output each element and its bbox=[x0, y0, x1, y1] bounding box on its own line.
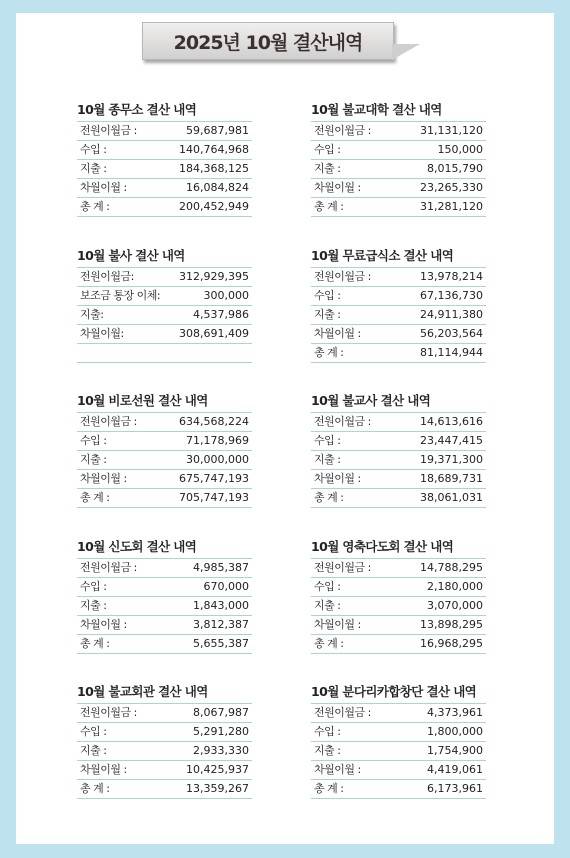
row-value: 2,180,000 bbox=[427, 580, 483, 593]
section-title: 10월 분다리카합창단 결산 내역 bbox=[311, 684, 477, 699]
row-label: 수입 : bbox=[314, 289, 341, 302]
section-title: 10월 비로선원 결산 내역 bbox=[77, 393, 208, 408]
row-label: 총 계 : bbox=[80, 637, 110, 650]
row-value: 56,203,564 bbox=[420, 327, 483, 340]
row-value: 634,568,224 bbox=[179, 415, 249, 428]
row-label: 전원이월금 : bbox=[314, 706, 371, 719]
table-row bbox=[77, 179, 252, 198]
table-row bbox=[77, 635, 252, 654]
row-value: 8,067,987 bbox=[193, 706, 249, 719]
row-label: 수입 : bbox=[314, 434, 341, 447]
row-label: 지출 : bbox=[80, 162, 107, 175]
table-row bbox=[311, 306, 486, 325]
row-value: 8,015,790 bbox=[427, 162, 483, 175]
row-value: 300,000 bbox=[203, 289, 249, 302]
table-row bbox=[77, 306, 252, 325]
table-row bbox=[311, 432, 486, 451]
table-row bbox=[311, 470, 486, 489]
row-value: 675,747,193 bbox=[179, 472, 249, 485]
section-title: 10월 무료급식소 결산 내역 bbox=[311, 248, 454, 263]
row-value: 81,114,944 bbox=[420, 346, 483, 359]
table-row bbox=[77, 122, 252, 141]
table-row bbox=[77, 761, 252, 780]
row-value: 16,084,824 bbox=[186, 181, 249, 194]
row-value: 31,281,120 bbox=[420, 200, 483, 213]
row-label: 지출: bbox=[80, 308, 104, 321]
row-label: 수입 : bbox=[314, 143, 341, 156]
row-value: 67,136,730 bbox=[420, 289, 483, 302]
table-row bbox=[77, 432, 252, 451]
row-value: 13,978,214 bbox=[420, 270, 483, 283]
row-value: 13,898,295 bbox=[420, 618, 483, 631]
table-row bbox=[311, 179, 486, 198]
row-label: 수입 : bbox=[80, 143, 107, 156]
row-label: 차월이월 : bbox=[80, 472, 127, 485]
row-value: 23,265,330 bbox=[420, 181, 483, 194]
row-label: 전원이월금 : bbox=[314, 270, 371, 283]
table-row bbox=[77, 616, 252, 635]
table-row bbox=[311, 742, 486, 761]
section-bulsa bbox=[77, 247, 252, 363]
row-label: 보조금 통장 이체: bbox=[80, 289, 161, 302]
row-label: 총 계 : bbox=[314, 491, 344, 504]
table-row bbox=[77, 578, 252, 597]
section-title: 10월 불교회관 결산 내역 bbox=[77, 684, 208, 699]
section-muryogeupsikso bbox=[311, 247, 486, 363]
section-pundarika-choir bbox=[311, 683, 486, 799]
row-value: 10,425,937 bbox=[186, 763, 249, 776]
row-value: 150,000 bbox=[437, 143, 483, 156]
row-label: 지출 : bbox=[80, 453, 107, 466]
table-row bbox=[311, 344, 486, 363]
row-value: 31,131,120 bbox=[420, 124, 483, 137]
table-row bbox=[311, 616, 486, 635]
row-value: 14,788,295 bbox=[420, 561, 483, 574]
row-label: 차월이월 : bbox=[314, 763, 361, 776]
row-value: 30,000,000 bbox=[186, 453, 249, 466]
row-label: 차월이월 : bbox=[80, 618, 127, 631]
row-value: 705,747,193 bbox=[179, 491, 249, 504]
row-value: 16,968,295 bbox=[420, 637, 483, 650]
row-value: 670,000 bbox=[203, 580, 249, 593]
section-bulgyodaehak bbox=[311, 101, 486, 217]
row-label: 차월이월 : bbox=[314, 618, 361, 631]
row-label: 수입 : bbox=[80, 434, 107, 447]
row-label: 수입 : bbox=[314, 725, 341, 738]
row-label: 총 계 : bbox=[314, 782, 344, 795]
row-value: 184,368,125 bbox=[179, 162, 249, 175]
row-value: 1,843,000 bbox=[193, 599, 249, 612]
row-label: 지출 : bbox=[314, 308, 341, 321]
section-yeongchuk-dadohoe bbox=[311, 538, 486, 654]
row-value: 5,655,387 bbox=[193, 637, 249, 650]
row-value: 59,687,981 bbox=[186, 124, 249, 137]
row-value: 3,812,387 bbox=[193, 618, 249, 631]
table-row bbox=[311, 198, 486, 217]
row-value: 140,764,968 bbox=[179, 143, 249, 156]
banner-ribbon-tail bbox=[392, 44, 420, 60]
row-label: 전원이월금: bbox=[80, 270, 134, 283]
table-row bbox=[311, 635, 486, 654]
table-row bbox=[311, 761, 486, 780]
row-label: 수입 : bbox=[80, 725, 107, 738]
row-label: 전원이월금 : bbox=[314, 415, 371, 428]
table-row bbox=[311, 597, 486, 616]
row-value: 38,061,031 bbox=[420, 491, 483, 504]
row-value: 4,419,061 bbox=[427, 763, 483, 776]
row-value: 13,359,267 bbox=[186, 782, 249, 795]
table-row bbox=[77, 160, 252, 179]
table-row bbox=[311, 780, 486, 799]
row-label: 수입 : bbox=[314, 580, 341, 593]
section-title: 10월 불교사 결산 내역 bbox=[311, 393, 431, 408]
table-row bbox=[311, 141, 486, 160]
row-label: 차월이월 : bbox=[314, 327, 361, 340]
row-label: 전원이월금 : bbox=[314, 561, 371, 574]
row-label: 전원이월금 : bbox=[80, 124, 137, 137]
section-title: 10월 신도회 결산 내역 bbox=[77, 539, 197, 554]
row-value: 312,929,395 bbox=[179, 270, 249, 283]
table-row bbox=[311, 723, 486, 742]
row-label: 전원이월금 : bbox=[80, 561, 137, 574]
section-title: 10월 종무소 결산 내역 bbox=[77, 102, 197, 117]
table-row bbox=[311, 489, 486, 508]
row-label: 차월이월 : bbox=[80, 763, 127, 776]
row-label: 차월이월: bbox=[80, 327, 124, 340]
row-label: 수입 : bbox=[80, 580, 107, 593]
table-row bbox=[77, 742, 252, 761]
table-row bbox=[311, 704, 486, 723]
section-biroseonwon bbox=[77, 392, 252, 508]
row-value: 4,373,961 bbox=[427, 706, 483, 719]
row-label: 전원이월금 : bbox=[314, 124, 371, 137]
table-row bbox=[77, 451, 252, 470]
row-label: 지출 : bbox=[314, 744, 341, 757]
table-row bbox=[77, 780, 252, 799]
row-value: 1,754,900 bbox=[427, 744, 483, 757]
table-row bbox=[77, 489, 252, 508]
row-value: 308,691,409 bbox=[179, 327, 249, 340]
row-value: 2,933,330 bbox=[193, 744, 249, 757]
row-value: 200,452,949 bbox=[179, 200, 249, 213]
row-label: 총 계 : bbox=[314, 200, 344, 213]
row-label: 총 계 : bbox=[314, 346, 344, 359]
table-row bbox=[77, 723, 252, 742]
section-title: 10월 영축다도회 결산 내역 bbox=[311, 539, 454, 554]
row-label: 차월이월 : bbox=[314, 472, 361, 485]
row-value: 3,070,000 bbox=[427, 599, 483, 612]
table-row bbox=[311, 325, 486, 344]
section-sindohoe bbox=[77, 538, 252, 654]
section-title: 10월 불사 결산 내역 bbox=[77, 248, 185, 263]
section-title: 10월 불교대학 결산 내역 bbox=[311, 102, 442, 117]
table-row bbox=[77, 704, 252, 723]
row-label: 총 계 : bbox=[80, 782, 110, 795]
section-bulgyohoegwan bbox=[77, 683, 252, 799]
table-row bbox=[311, 413, 486, 432]
table-row bbox=[311, 268, 486, 287]
row-value: 19,371,300 bbox=[420, 453, 483, 466]
row-label: 전원이월금 : bbox=[80, 706, 137, 719]
row-label: 지출 : bbox=[314, 162, 341, 175]
row-label: 총 계 : bbox=[80, 200, 110, 213]
section-bulgyosa bbox=[311, 392, 486, 508]
row-value: 24,911,380 bbox=[420, 308, 483, 321]
table-row bbox=[77, 287, 252, 306]
row-label: 지출 : bbox=[314, 453, 341, 466]
row-label: 전원이월금 : bbox=[80, 415, 137, 428]
table-row bbox=[77, 141, 252, 160]
table-row bbox=[311, 578, 486, 597]
row-value: 71,178,969 bbox=[186, 434, 249, 447]
table-row-empty bbox=[77, 344, 252, 363]
table-row bbox=[311, 287, 486, 306]
row-value: 5,291,280 bbox=[193, 725, 249, 738]
row-value: 14,613,616 bbox=[420, 415, 483, 428]
row-value: 23,447,415 bbox=[420, 434, 483, 447]
table-row bbox=[77, 268, 252, 287]
row-value: 4,985,387 bbox=[193, 561, 249, 574]
table-row bbox=[77, 198, 252, 217]
table-row bbox=[77, 597, 252, 616]
row-label: 지출 : bbox=[80, 599, 107, 612]
row-label: 총 계 : bbox=[80, 491, 110, 504]
table-row bbox=[311, 559, 486, 578]
table-row bbox=[311, 451, 486, 470]
page-title: 2025년 10월 결산내역 bbox=[173, 31, 363, 54]
row-label: 차월이월 : bbox=[314, 181, 361, 194]
row-label: 지출 : bbox=[80, 744, 107, 757]
row-label: 차월이월 : bbox=[80, 181, 127, 194]
table-row bbox=[77, 470, 252, 489]
row-value: 6,173,961 bbox=[427, 782, 483, 795]
table-row bbox=[77, 559, 252, 578]
row-label: 총 계 : bbox=[314, 637, 344, 650]
row-value: 18,689,731 bbox=[420, 472, 483, 485]
table-row bbox=[311, 160, 486, 179]
title-banner bbox=[142, 22, 394, 60]
row-label: 지출 : bbox=[314, 599, 341, 612]
table-row bbox=[77, 325, 252, 344]
row-value: 1,800,000 bbox=[427, 725, 483, 738]
row-value: 4,537,986 bbox=[193, 308, 249, 321]
section-jongmuso bbox=[77, 101, 252, 217]
table-row bbox=[77, 413, 252, 432]
table-row bbox=[311, 122, 486, 141]
